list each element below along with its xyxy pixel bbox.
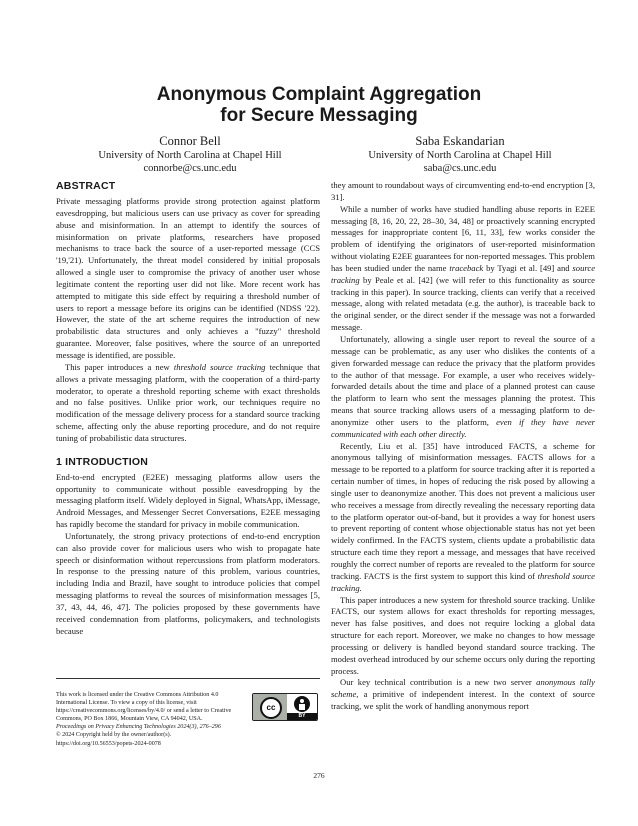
abstract-heading: ABSTRACT: [56, 180, 116, 192]
author-affiliation: University of North Carolina at Chapel Hill: [368, 150, 552, 161]
author-email[interactable]: connorbe@cs.unc.edu: [143, 163, 237, 174]
license-text: This work is licensed under the Creative Commons Attribution 4.0 International License. To view a copy of this license, visit https://creativecommons.org/licenses/by/4.0/ or send a letter to Creative Commons, PO Box 1866, Mountain View, CA 94042, USA.: [56, 692, 232, 723]
author-name: Saba Eskandarian: [415, 134, 505, 148]
introduction-heading: 1 INTRODUCTION: [56, 455, 149, 468]
doi-link[interactable]: https://doi.org/10.56553/popets-2024-0078: [56, 740, 161, 747]
cc-icon: cc: [260, 697, 282, 719]
proceedings-line: Proceedings on Privacy Enhancing Technologies 2024(3), 276–296: [56, 724, 221, 731]
author-affiliation: University of North Carolina at Chapel Hill: [98, 150, 282, 161]
cc-by-license-badge: [252, 693, 318, 721]
right-paragraph-4: This paper introduces a new system for threshold source tracking. Unlike FACTS, our system allows for exact thresholds for reporting messages, never has false positives, and does not require locking a global data structure for each report. Moreover, we make no changes to how message processing or delivery is handled beyond standard source tracking. The modest overhead introduced by our scheme occurs only during the reporting process.: [331, 594, 595, 676]
author-block-2: [310, 134, 610, 175]
right-paragraph-0: they amount to roundabout ways of circumventing end-to-end encryption [3, 31].: [331, 180, 595, 202]
abstract-paragraph-1: Private messaging platforms provide strong protection against platform eavesdropping, but malicious users can use privacy as cover for spreading abuse and misinformation. In an attempt to identify the sources of misinformation on private platforms, researchers have proposed mechanisms to trace back the source of a user-reported message (CCS '19,'21). Unfortunately, the threat model considered by initial proposals allowed a single user to compromise the privacy of another user whose legitimate content the reporting user did not like. More recent work has attempted to mitigate this side effect by requiring a threshold number of users to report a message before its origins can be identified (NDSS '22). However, the state of the art scheme requires the introduction of new probabilistic data structures and only achieves a "fuzzy" threshold guarantee. Moreover, false positives, where the source of an unreported message is identified, are possible.: [56, 196, 320, 360]
author-block-1: [40, 134, 340, 175]
license-footer: [56, 678, 320, 748]
right-column: [331, 180, 595, 713]
intro-paragraph-2: Unfortunately, the strong privacy protections of end-to-end encryption can also provide cover for malicious users who wish to propagate hate speech or disinformation without repercussions from platform moderators. In response to the pressing nature of this problem, various countries, including India and Brazil, have sought to introduce policies that compel messaging platforms to reveal the sources of misinformation messages [5, 37, 43, 44, 46, 47]. The policies proposed by these governments have received condemnation from platforms, policymakers, and technologists because: [56, 530, 320, 636]
intro-paragraph-1: End-to-end encrypted (E2EE) messaging platforms allow users the opportunity to communicate without possible eavesdropping by the messaging platform itself. Widely deployed in Signal, WhatsApp, iMessage, Android Messages, and Messenger Secret Conversations, E2EE messaging has rapidly become the standard for privacy in mobile communication.: [56, 471, 320, 530]
right-paragraph-3: Recently, Liu et al. [35] have introduced FACTS, a scheme for anonymous tallying of misinformation messages. FACTS allows for a message to be reported to a platform for source tracking after it is reported a certain number of times, in hopes of reducing the risk posed by allowing a single user to deanonymize another. This does not prevent a malicious user who receives a message from directly revealing the necessary reporting data to the platform operator out-of-band, but it provides a way for honest users to prevent reporting of content whose objectionable status has not yet been widely confirmed. In the FACTS system, clients update a probabilistic data structure each time they report a message, and messages that have received roughly the correct number of reports are revealed to the platform for source tracking. FACTS is the first system to support this kind of threshold source tracking.: [331, 440, 595, 593]
abstract-paragraph-2: This paper introduces a new threshold source tracking technique that allows a private messaging platform, with the cooperation of a third-party moderator, to operate a threshold reporting scheme with exact thresholds and no false positives. Unlike prior work, our techniques require no modification of the message delivery process for a standard source tracking scheme, affecting only the abuse reporting procedure, and do not require tuning of probabilistic data structures.: [56, 361, 320, 443]
author-name: Connor Bell: [159, 134, 221, 148]
title-line-1: Anonymous Complaint Aggregation: [156, 84, 482, 105]
right-paragraph-2: Unfortunately, allowing a single user report to reveal the source of a message can be problematic, as any user who dislikes the contents of a given forwarded message can reduce the privacy that the platform provides to the author of that message. For example, a user who receives widely-forwarded details about the time and place of a planned protest can cause the platform to learn who sent the messages planning the protest. This means that source tracking allows users of a messaging platform to de-anonymize other users to the platform, even if they have never communicated with each other directly.: [331, 333, 595, 439]
left-column: [56, 180, 320, 638]
copyright-line: © 2024 Copyright held by the owner/author(s).: [56, 732, 172, 739]
attribution-person-icon: [294, 696, 310, 712]
title-line-2: for Secure Messaging: [220, 105, 418, 126]
right-paragraph-1: While a number of works have studied handling abuse reports in E2EE messaging [8, 16, 20, 22, 28–30, 34, 48] or proactively scanning encrypted messages for inappropriate content [6, 11, 33], few works consider the problem of identifying the originators of user-reported misinformation without violating E2EE guarantees for non-reported messages. This problem has been studied under the name traceback by Tyagi et al. [49] and source tracking by Peale et al. [42] (we will refer to this functionality as source tracking in this paper). In source tracking, clients can verify that a received message, along with related metadata (e.g. the author), is traceable back to the original sender, or the direct sender if the message was not a forwarded message.: [331, 203, 596, 333]
right-paragraph-5: Our key technical contribution is a new two server anonymous tally scheme, a primitive of independent interest. In the context of source tracking, we split the work of handling anonymous report: [331, 677, 595, 712]
author-email[interactable]: saba@cs.unc.edu: [423, 163, 497, 174]
paper-title: [0, 84, 638, 126]
by-label: BY: [287, 713, 317, 720]
page-number: 276: [313, 771, 325, 780]
